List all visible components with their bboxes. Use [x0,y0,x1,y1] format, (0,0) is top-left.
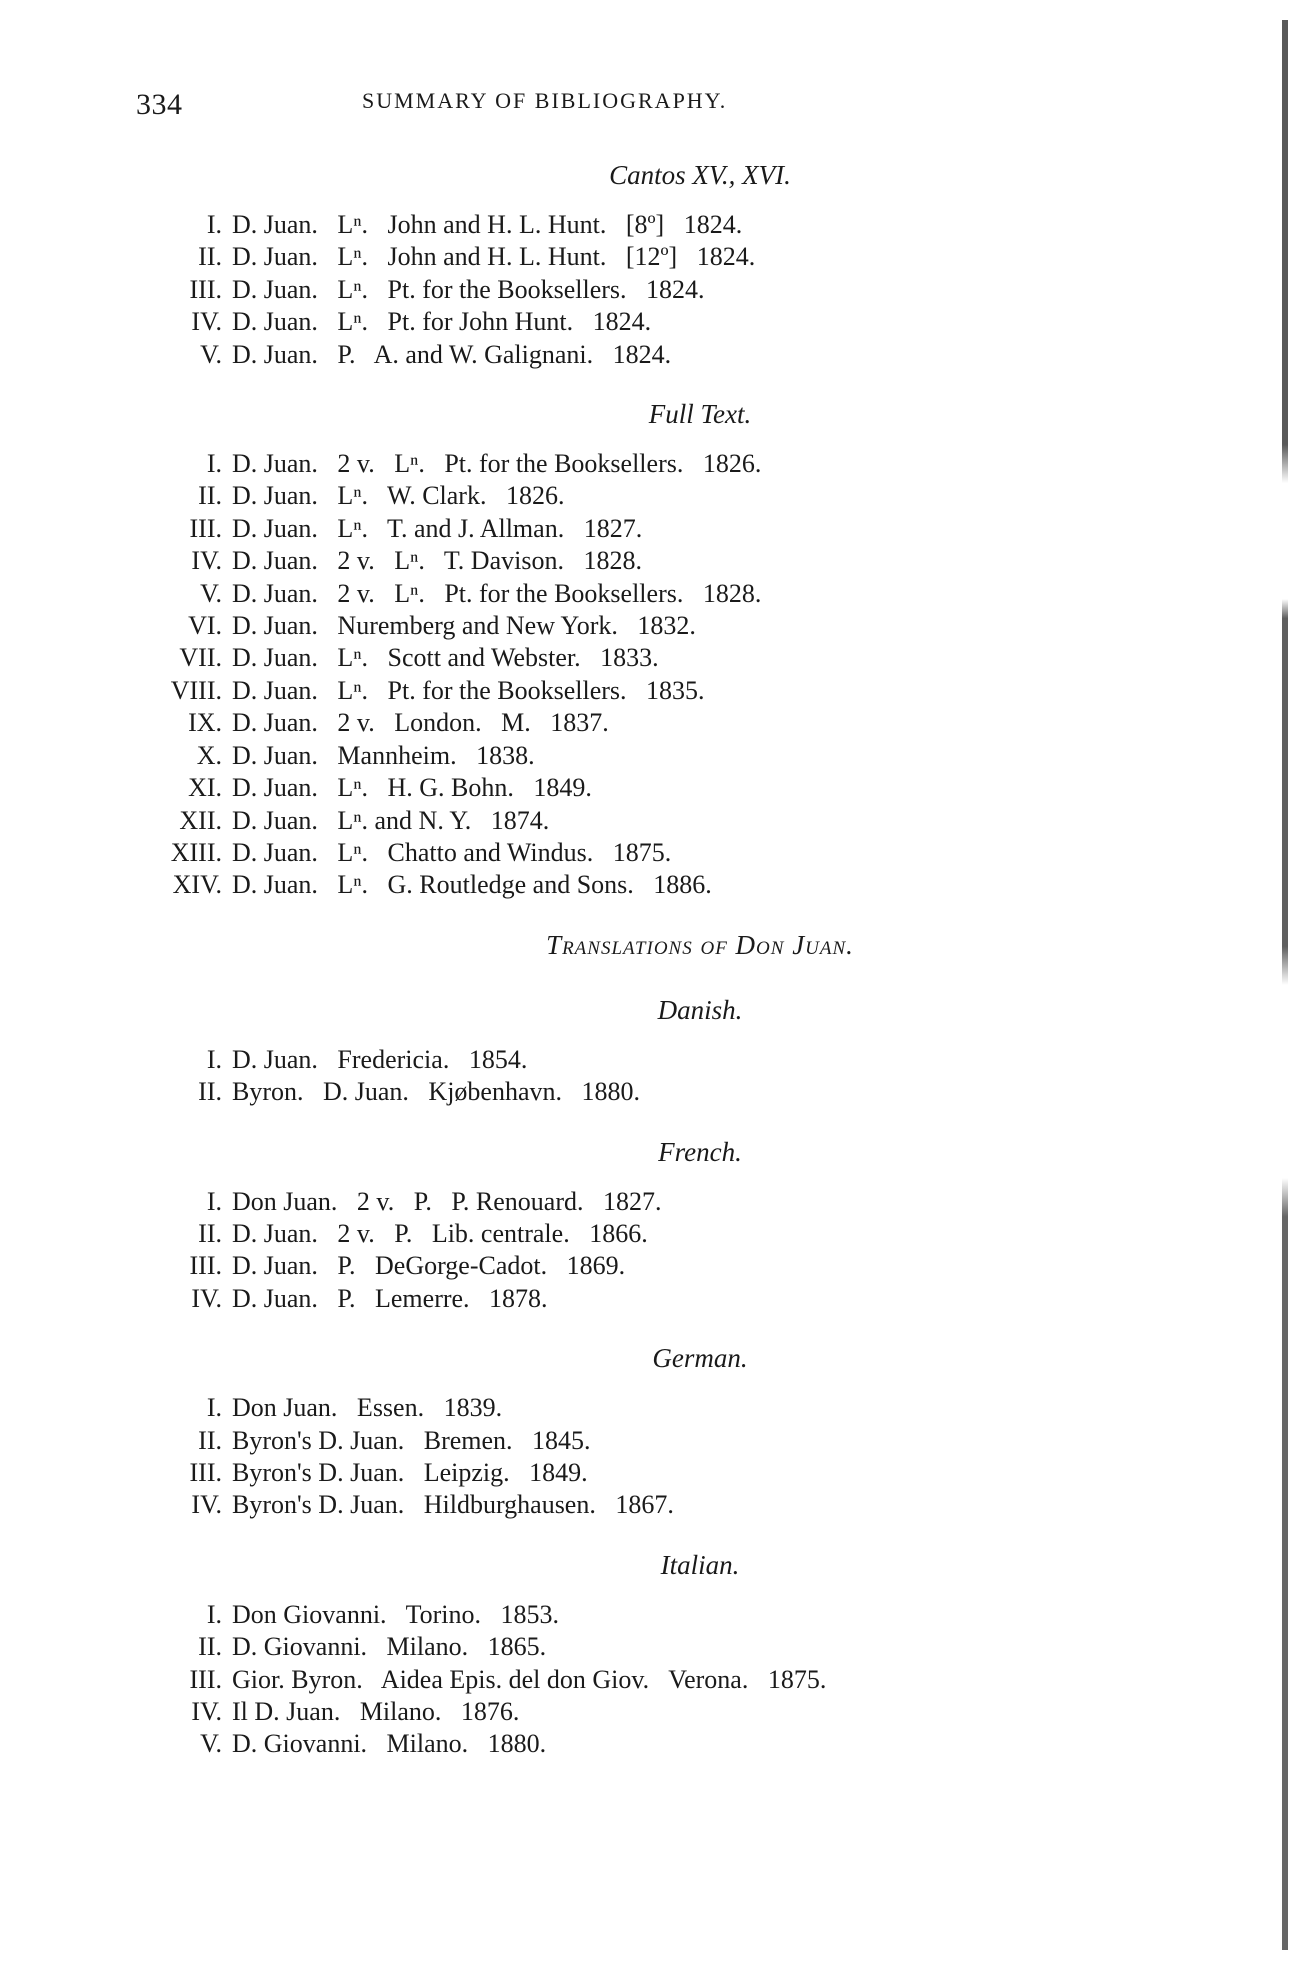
list-item [120,448,1220,480]
list-item [120,274,1220,306]
entry-text: D. Giovanni. Milano. 1865. [232,1632,547,1662]
entry-text: Il D. Juan. Milano. 1876. [232,1697,520,1726]
entry-list [120,448,1220,902]
entry-number: II. [198,1077,222,1107]
entry-text: D. Juan. Lⁿ. T. and J. Allman. 1827. [232,513,643,543]
entry-text: D. Juan. Lⁿ. H. G. Bohn. 1849. [232,773,592,803]
entry-number: III. [189,274,222,304]
entry-text: D. Juan. Lⁿ. John and H. L. Hunt. [12º] 1824. [232,242,756,272]
entry-text: D. Juan. 2 v. Lⁿ. Pt. for the Booksellers. 1828. [232,578,762,608]
entry-number: III. [189,1664,222,1694]
entry-number: XIII. [170,837,222,867]
entry-text: D. Juan. Lⁿ. Pt. for the Booksellers. 1835. [232,675,705,705]
entry-text: D. Juan. P. A. and W. Galignani. 1824. [232,339,672,369]
entry-list [120,1392,1220,1522]
list-item [120,772,1220,804]
entry-number: II. [198,1425,222,1455]
list-item [120,869,1220,901]
list-item [120,1664,1220,1696]
entry-number: IV. [191,1283,222,1313]
entry-number: VIII. [170,675,222,705]
section-heading: French. [658,1136,742,1167]
entry-number: IV. [191,1490,222,1520]
list-item [120,1599,1220,1631]
entry-number: IV. [191,1697,222,1726]
entry-list [120,209,1220,371]
entry-text: D. Juan. Lⁿ. John and H. L. Hunt. [8º] 1824. [232,210,743,239]
list-item [120,545,1220,577]
list-item [120,610,1220,642]
entry-number: II. [198,242,222,272]
list-item [120,1283,1220,1315]
entry-text: D. Juan. Nuremberg and New York. 1832. [232,611,696,641]
list-item [120,805,1220,837]
entry-number: VII. [179,643,222,673]
entry-text: D. Juan. Lⁿ. W. Clark. 1826. [232,481,565,511]
entry-number: III. [189,1251,222,1281]
entry-text: D. Juan. P. DeGorge-Cadot. 1869. [232,1251,626,1281]
entry-text: Byron's D. Juan. Bremen. 1845. [232,1425,591,1455]
entry-text: D. Juan. Lⁿ. G. Routledge and Sons. 1886. [232,870,712,900]
entry-text: D. Juan. 2 v. Lⁿ. T. Davison. 1828. [232,546,642,576]
entry-list [120,1044,1220,1109]
list-item [120,1457,1220,1489]
entry-number: I. [206,1393,222,1423]
running-head: SUMMARY OF BIBLIOGRAPHY. [362,88,728,113]
entry-number: V. [200,578,222,608]
list-item [120,480,1220,512]
list-item [120,513,1220,545]
entry-number: IX. [188,708,222,738]
margin-stain [1282,20,1288,1950]
list-item [120,578,1220,610]
list-item [120,1392,1220,1424]
entry-number: XII. [179,805,222,835]
list-item [120,306,1220,338]
entry-text: Don Juan. 2 v. P. P. Renouard. 1827. [232,1186,662,1216]
entry-list [120,1599,1220,1761]
entry-number: I. [206,1044,222,1074]
list-item [120,1489,1220,1521]
section-heading: Full Text. [648,399,752,430]
entry-number: III. [189,513,222,543]
entry-text: D. Juan. Mannheim. 1838. [232,740,535,770]
entry-text: D. Juan. Lⁿ. Scott and Webster. 1833. [232,643,659,673]
entry-number: V. [200,1729,222,1759]
list-item [120,209,1220,241]
section-heading: Cantos XV., XVI. [609,160,791,190]
entry-text: Gior. Byron. Aidea Epis. del don Giov. Verona. 1875. [232,1664,827,1694]
entry-number: I. [206,449,222,479]
list-item [120,707,1220,739]
page-number: 334 [136,88,183,121]
entry-list [120,1186,1220,1316]
entry-number: I. [206,1599,222,1629]
entry-text: D. Giovanni. Milano. 1880. [232,1729,547,1759]
section-heading: Danish. [657,994,743,1025]
entry-number: XIV. [172,870,222,900]
section-heading: Translations of Don Juan. [546,929,854,960]
list-item [120,1631,1220,1663]
list-item [120,1186,1220,1218]
list-item [120,642,1220,674]
entry-number: I. [206,210,222,239]
entry-text: Byron's D. Juan. Hildburghausen. 1867. [232,1490,674,1520]
section-heading: German. [652,1343,748,1374]
list-item [120,1696,1220,1728]
entry-text: D. Juan. Lⁿ. Chatto and Windus. 1875. [232,837,672,867]
entry-number: II. [198,481,222,511]
list-item [120,675,1220,707]
entry-text: D. Juan. Lⁿ. Pt. for the Booksellers. 1824. [232,274,705,304]
entry-number: IV. [191,307,222,337]
list-item [120,1218,1220,1250]
entry-text: D. Juan. Fredericia. 1854. [232,1044,528,1074]
entry-number: II. [198,1632,222,1662]
entry-number: VI. [188,611,222,641]
entry-text: Byron. D. Juan. Kjøbenhavn. 1880. [232,1077,641,1107]
entry-text: D. Juan. P. Lemerre. 1878. [232,1283,548,1313]
list-item [120,339,1220,371]
list-item [120,1044,1220,1076]
list-item [120,740,1220,772]
entry-number: I. [206,1186,222,1216]
entry-number: V. [200,339,222,369]
entry-text: Don Juan. Essen. 1839. [232,1393,503,1423]
entry-text: D. Juan. Lⁿ. and N. Y. 1874. [232,805,550,835]
entry-text: D. Juan. 2 v. Lⁿ. Pt. for the Booksellers. 1826. [232,449,762,479]
entry-text: D. Juan. Lⁿ. Pt. for John Hunt. 1824. [232,307,652,337]
entry-text: D. Juan. 2 v. London. M. 1837. [232,708,609,738]
list-item [120,1076,1220,1108]
entry-number: II. [198,1218,222,1248]
list-item [120,1250,1220,1282]
entry-number: X. [196,740,222,770]
entry-text: Don Giovanni. Torino. 1853. [232,1599,560,1629]
list-item [120,837,1220,869]
entry-number: III. [189,1457,222,1487]
bibliography-sections [120,160,1220,1789]
entry-number: IV. [191,546,222,576]
list-item [120,1728,1220,1760]
list-item [120,241,1220,273]
list-item [120,1425,1220,1457]
entry-text: D. Juan. 2 v. P. Lib. centrale. 1866. [232,1218,648,1248]
entry-number: XI. [188,773,222,803]
entry-text: Byron's D. Juan. Leipzig. 1849. [232,1457,588,1487]
section-heading: Italian. [660,1549,740,1580]
